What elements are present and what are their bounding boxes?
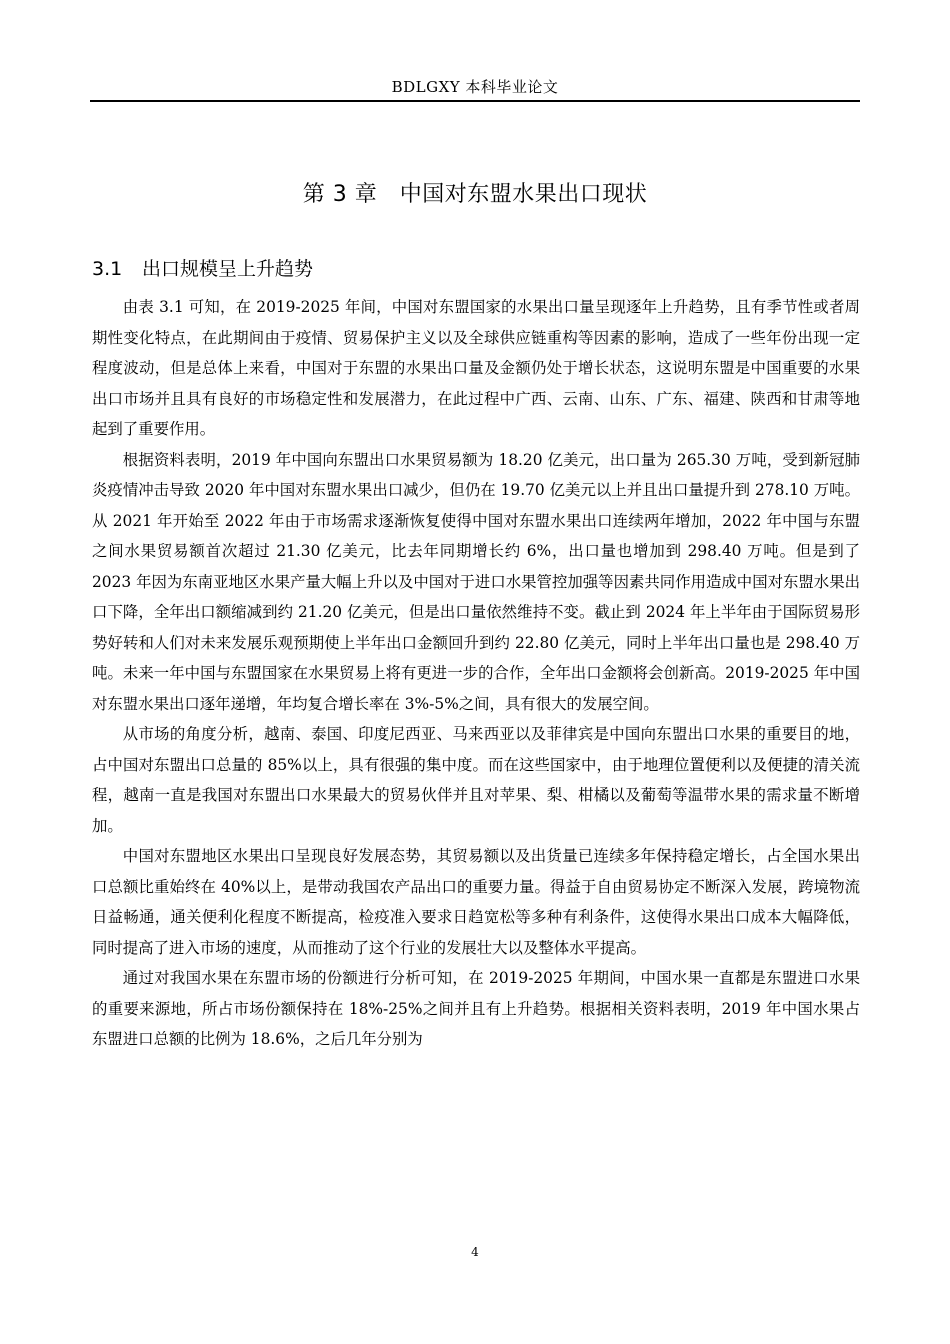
section-title: 出口规模呈上升趋势: [142, 258, 314, 280]
section-number: 3.1: [92, 258, 123, 280]
page-number: 4: [471, 1245, 479, 1259]
paragraph-1: 由表 3.1 可知，在 2019-2025 年间，中国对东盟国家的水果出口量呈现逐年上升趋势，且有季节性或者周期性变化特点，在此期间由于疫情、贸易保护主义以及全球供应链重构等因素的影响，造成了一些年份出现一定程度波动，但是总体上来看，中国对于东盟的水果出口量及金额仍处于增长状态，这说明东盟是中国重要的水果出口市场并且具有良好的市场稳定性和发展潜力，在此过程中广西、云南、山东、广东、福建、陕西和甘肃等地起到了重要作用。: [92, 298, 860, 438]
running-header: BDLGXY 本科毕业论文: [391, 78, 559, 96]
paragraph-2: 根据资料表明，2019 年中国向东盟出口水果贸易额为 18.20 亿美元，出口量为 265.30 万吨，受到新冠肺炎疫情冲击导致 2020 年中国对东盟水果出口减少，但仍在 19.70 亿美元以上并且出口量提升到 278.10 万吨。从 2021 年开始至 2022 年由于市场需求逐渐恢复使得中国对东盟水果出口连续两年增加，2022 年中国与东盟之间水果贸易额首次超过 21.30 亿美元，比去年同期增长约 6%，出口量也增加到 298.40 万吨。但是到了 2023 年因为东南亚地区水果产量大幅上升以及中国对于进口水果管控加强等因素共同作用造成中国对东盟水果出口下降，全年出口额缩减到约 21.20 亿美元，但是出口量依然维持不变。截止到 2024 年上半年由于国际贸易形势好转和人们对未来发展乐观预期使上半年出口金额回升到约 22.80 亿美元，同时上半年出口量也是 298.40 万吨。未来一年中国与东盟国家在水果贸易上将有更进一步的合作，全年出口金额将会创新高。2019-2025 年中国对东盟水果出口逐年递增，年均复合增长率在 3%-5%之间，具有很大的发展空间。: [92, 450, 860, 713]
paragraph-3: 从市场的角度分析，越南、泰国、印度尼西亚、马来西亚以及菲律宾是中国向东盟出口水果的重要目的地，占中国对东盟出口总量的 85%以上，具有很强的集中度。而在这些国家中，由于地理位置便利以及便捷的清关流程，越南一直是我国对东盟出口水果最大的贸易伙伴并且对苹果、梨、柑橘以及葡萄等温带水果的需求量不断增加。: [92, 725, 860, 835]
section-heading: [92, 254, 313, 281]
chapter-title: 第 3 章 中国对东盟水果出口现状: [302, 182, 648, 207]
header-rule: [90, 100, 860, 102]
paragraph-4: 中国对东盟地区水果出口呈现良好发展态势，其贸易额以及出货量已连续多年保持稳定增长，占全国水果出口总额比重始终在 40%以上，是带动我国农产品出口的重要力量。得益于自由贸易协定不断深入发展，跨境物流日益畅通，通关便利化程度不断提高，检疫准入要求日趋宽松等多种有利条件，这使得水果出口成本大幅降低，同时提高了进入市场的速度，从而推动了这个行业的发展壮大以及整体水平提高。: [92, 847, 860, 957]
body-text: [92, 292, 860, 1055]
paragraph-5: 通过对我国水果在东盟市场的份额进行分析可知，在 2019-2025 年期间，中国水果一直都是东盟进口水果的重要来源地，所占市场份额保持在 18%-25%之间并且有上升趋势。根据相关资料表明，2019 年中国水果占东盟进口总额的比例为 18.6%，之后几年分别为: [92, 969, 860, 1048]
